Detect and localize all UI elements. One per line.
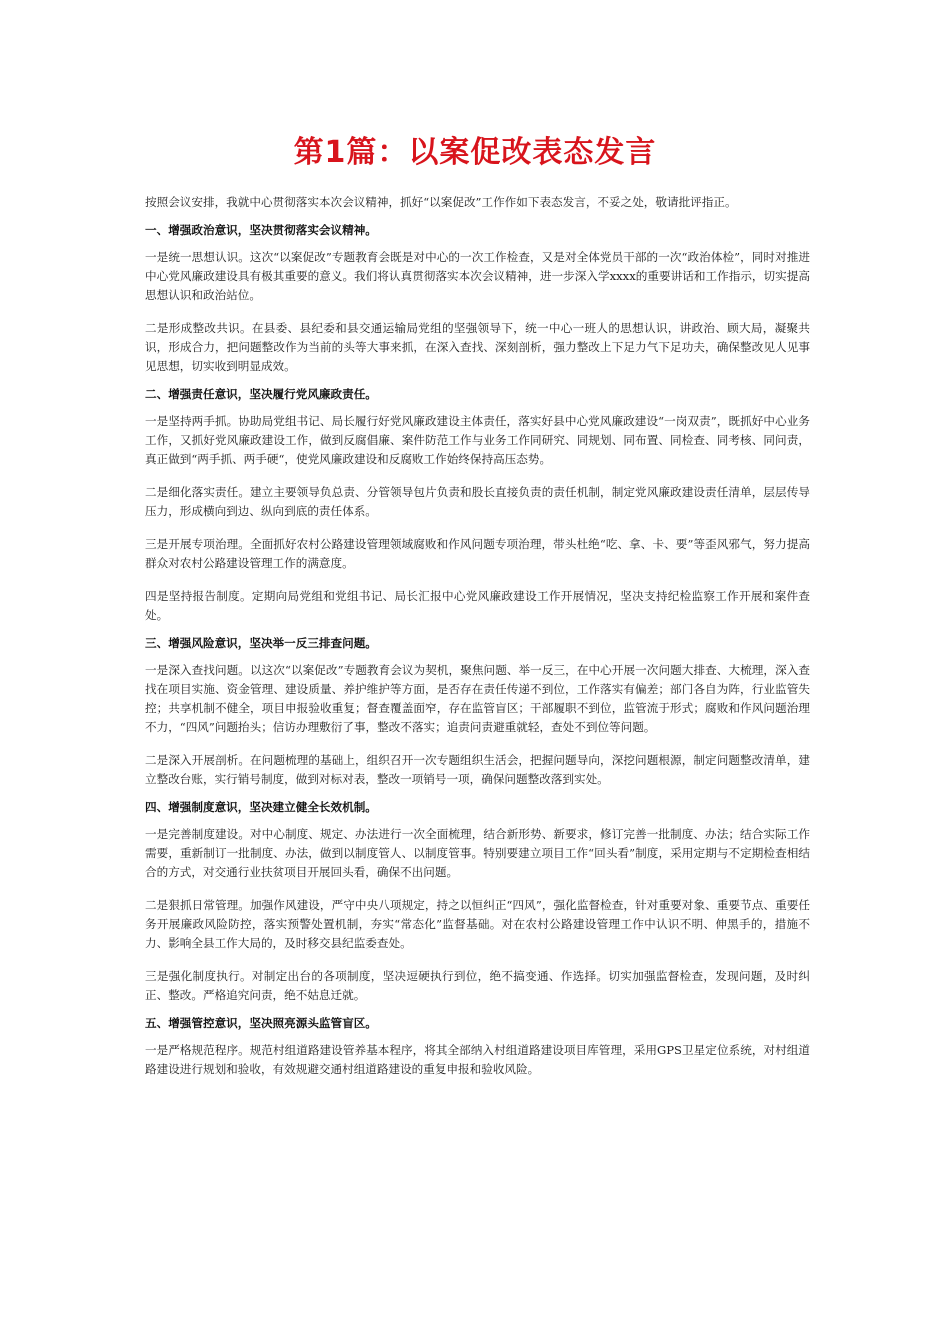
section-paragraph: 二是细化落实责任。建立主要领导负总责、分管领导包片负责和股长直接负责的责任机制，制定党风廉政建设责任清单，层层传导压力，形成横向到边、纵向到底的责任体系。 (145, 485, 810, 518)
section-heading: 三、增强风险意识，坚决举一反三排查问题。 (145, 636, 377, 650)
section-1 (145, 221, 810, 376)
section-4 (145, 798, 810, 1005)
section-paragraph: 一是完善制度建设。对中心制度、规定、办法进行一次全面梳理，结合新形势、新要求，修订完善一批制度、办法；结合实际工作需要，重新制订一批制度、办法，做到以制度管人、以制度管事。特别要建立项目工作“回头看”制度，采用定期与不定期检查相结合的方式，对交通行业扶贫项目开展回头看，确保不出问题。 (145, 827, 810, 879)
intro-paragraph: 按照会议安排，我就中心贯彻落实本次会议精神，抓好“以案促改”工作作如下表态发言，不妥之处，敬请批评指正。 (145, 195, 737, 209)
section-paragraph: 一是深入查找问题。以这次“以案促改”专题教育会议为契机，聚焦问题、举一反三，在中心开展一次问题大排查、大梳理，深入查找在项目实施、资金管理、建设质量、养护维护等方面，是否存在责任传递不到位，工作落实有偏差；部门各自为阵，行业监管失控；共享机制不健全，项目申报验收重复；督查覆盖面窄，存在监管盲区；干部履职不到位，监管流于形式；腐败和作风问题治理不力，“四风”问题抬头；信访办理敷衍了事，整改不落实；追责问责避重就轻，查处不到位等问题。 (145, 663, 810, 734)
section-paragraph: 三是开展专项治理。全面抓好农村公路建设管理领域腐败和作风问题专项治理，带头杜绝“吃、拿、卡、要”等歪风邪气，努力提高群众对农村公路建设管理工作的满意度。 (145, 537, 810, 570)
section-paragraph: 一是统一思想认识。这次“以案促改”专题教育会既是对中心的一次工作检查，又是对全体党员干部的一次“政治体检”，同时对推进中心党风廉政建设具有极其重要的意义。我们将认真贯彻落实本次会议精神，进一步深入学xxxx的重要讲话和工作指示，切实提高思想认识和政治站位。 (145, 250, 810, 302)
section-heading: 四、增强制度意识，坚决建立健全长效机制。 (145, 800, 377, 814)
section-paragraph: 一是坚持两手抓。协助局党组书记、局长履行好党风廉政建设主体责任，落实好县中心党风廉政建设“一岗双责”，既抓好中心业务工作，又抓好党风廉政建设工作，做到反腐倡廉、案件防范工作与业务工作同研究、同规划、同布置、同检查、同考核、同问责，真正做到“两手抓、两手硬“，使党风廉政建设和反腐败工作始终保持高压态势。 (145, 414, 810, 466)
section-paragraph: 三是强化制度执行。对制定出台的各项制度，坚决逗硬执行到位，绝不搞变通、作选择。切实加强监督检查，发现问题，及时纠正、整改。严格追究问责，绝不姑息迁就。 (145, 969, 810, 1002)
section-5 (145, 1014, 810, 1079)
document-title: 第1篇：以案促改表态发言 (293, 135, 657, 170)
document-body (145, 193, 810, 1088)
section-paragraph: 二是狠抓日常管理。加强作风建设，严守中央八项规定，持之以恒纠正“四风”，强化监督检查，针对重要对象、重要节点、重要任务开展廉政风险防控，落实预警处置机制，夯实“常态化”监督基础。对在农村公路建设管理工作中认识不明、伸黑手的，措施不力、影响全县工作大局的，及时移交县纪监委查处。 (145, 898, 810, 950)
section-heading: 五、增强管控意识，坚决照亮源头监管盲区。 (145, 1016, 377, 1030)
section-heading: 二、增强责任意识，坚决履行党风廉政责任。 (145, 387, 377, 401)
section-paragraph: 二是深入开展剖析。在问题梳理的基础上，组织召开一次专题组织生活会，把握问题导向，深挖问题根源，制定问题整改清单，建立整改台账，实行销号制度，做到对标对表，整改一项销号一项，确保问题整改落到实处。 (145, 753, 810, 786)
section-paragraph: 一是严格规范程序。规范村组道路建设管养基本程序，将其全部纳入村组道路建设项目库管理，采用GPS卫星定位系统，对村组道路建设进行规划和验收，有效规避交通村组道路建设的重复申报和验收风险。 (145, 1043, 810, 1076)
section-3 (145, 634, 810, 789)
section-paragraph: 四是坚持报告制度。定期向局党组和党组书记、局长汇报中心党风廉政建设工作开展情况，坚决支持纪检监察工作开展和案件查处。 (145, 589, 810, 622)
section-2 (145, 385, 810, 625)
section-paragraph: 二是形成整改共识。在县委、县纪委和县交通运输局党组的坚强领导下，统一中心一班人的思想认识，讲政治、顾大局，凝聚共识，形成合力，把问题整改作为当前的头等大事来抓，在深入查找、深刻剖析，强力整改上下足力气下足功夫，确保整改见人见事见思想，切实收到明显成效。 (145, 321, 810, 373)
section-heading: 一、增强政治意识，坚决贯彻落实会议精神。 (145, 223, 377, 237)
